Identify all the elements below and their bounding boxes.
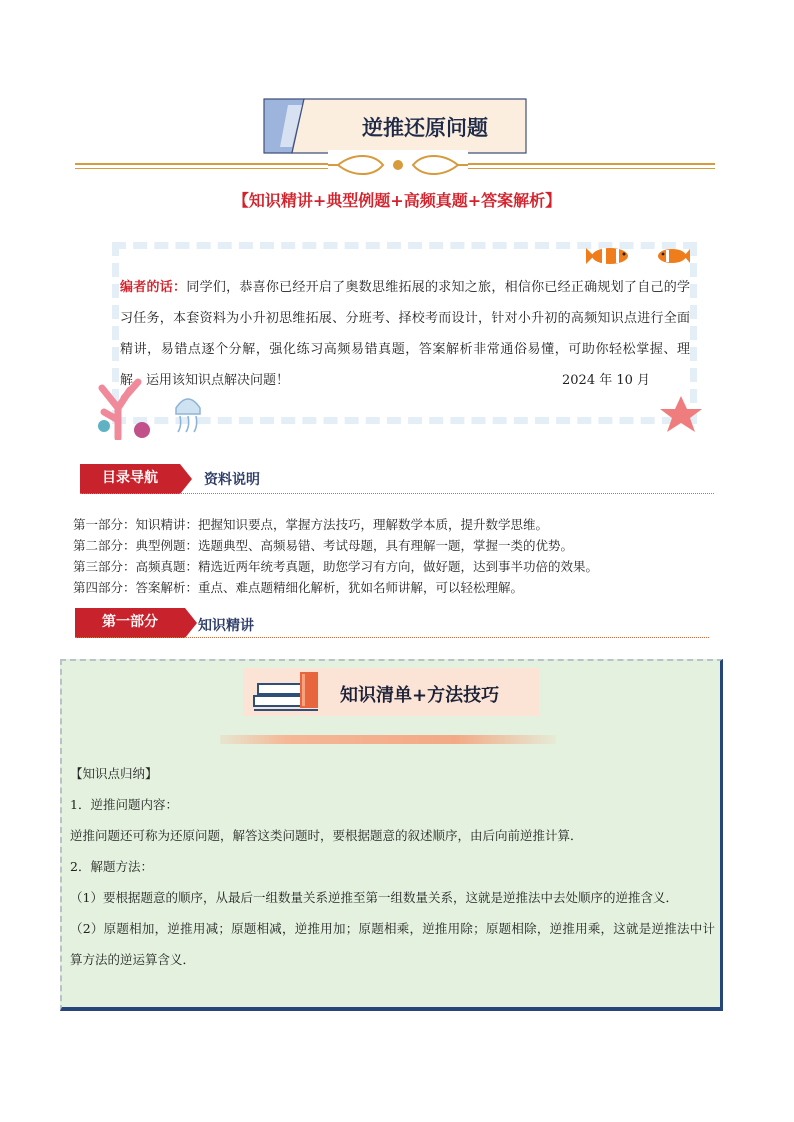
clownfish-icon: [584, 244, 704, 268]
toc-line: 第三部分：高频真题：精选近两年统考真题，助您学习有方向，做好题，达到事半功倍的效果。: [73, 559, 599, 574]
editor-note-text: 同学们，恭喜你已经开启了奥数思维拓展的求知之旅，相信你已经正确规划了自己的学习任务，本套资料为小升初思维拓展、分班考、择校考而设计，针对小升初的高频知识点进行全面精讲，易错点逐个分解，强化练习高频易错真题，答案解析非常通俗易懂，可助你轻松掌握、理解、运用该知识点解决问题！: [120, 280, 690, 388]
knowledge-line: 逆推问题还可称为还原问题，解答这类问题时，要根据题意的叙述顺序，由后向前逆推计算．: [70, 828, 583, 843]
knowledge-line: 1．逆推问题内容：: [70, 797, 178, 812]
coral-icon: [80, 368, 220, 440]
toc-tab: 目录导航: [102, 470, 158, 486]
toc-title: 资料说明: [204, 472, 260, 488]
divider-ornament: [328, 150, 468, 180]
knowledge-content: [70, 758, 715, 975]
toc-line: 第一部分：知识精讲：把握知识要点，掌握方法技巧，理解数学本质，提升数学思维。: [73, 517, 549, 532]
page-title: 逆推还原问题: [362, 116, 488, 140]
editor-note-date: 2024 年 10 月: [562, 373, 651, 388]
part1-divider: [75, 637, 709, 638]
toc-line: 第四部分：答案解析：重点、难点题精细化解析，犹如名师讲解，可以轻松理解。: [73, 580, 524, 595]
toc-divider: [80, 493, 714, 494]
editor-note-label: 编者的话：: [120, 280, 187, 295]
books-icon: [250, 666, 322, 714]
knowledge-line: 2．解题方法：: [70, 859, 153, 874]
part1-tab: 第一部分: [102, 614, 158, 630]
toc-description: [73, 514, 733, 598]
knowledge-line: （2）原题相加，逆推用减；原题相减，逆推用加；原题相乘，逆推用除；原题相除，逆推用乘，这就是逆推法中计算方法的逆运算含义．: [70, 921, 715, 967]
knowledge-brush-underline: [220, 735, 556, 744]
knowledge-title: 知识清单+方法技巧: [340, 685, 500, 706]
page-subtitle: 【知识精讲+典型例题+高频真题+答案解析】: [232, 191, 562, 210]
knowledge-heading: 【知识点归纳】: [70, 766, 158, 781]
toc-line: 第二部分：典型例题：选题典型、高频易错、考试母题，具有理解一题，掌握一类的优势。: [73, 538, 574, 553]
starfish-icon: [656, 394, 706, 434]
knowledge-line: （1）要根据题意的顺序，从最后一组数量关系逆推至第一组数量关系，这就是逆推法中去处顺序的逆推含义．: [70, 890, 678, 905]
part1-title: 知识精讲: [198, 618, 254, 634]
